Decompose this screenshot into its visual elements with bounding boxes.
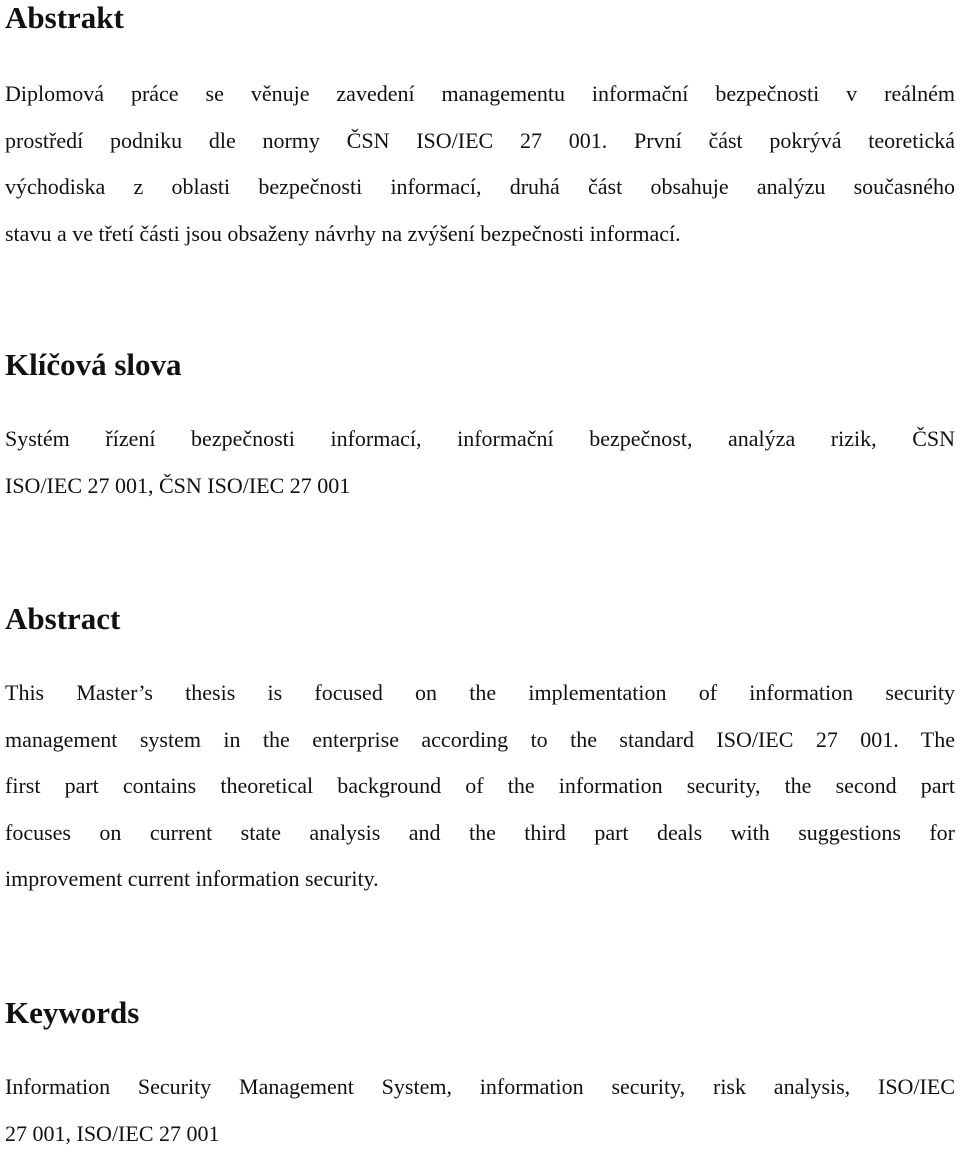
heading-klicova-slova: Klíčová slova (5, 347, 182, 383)
paragraph-abstrakt (5, 71, 955, 257)
text-line: focuses on current state analysis and the third part deals with suggestions for (5, 810, 955, 857)
text-line: improvement current information security. (5, 856, 955, 903)
heading-abstrakt: Abstrakt (5, 0, 124, 36)
paragraph-abstract (5, 670, 955, 903)
heading-abstract: Abstract (5, 601, 120, 637)
heading-keywords: Keywords (5, 995, 139, 1031)
text-line: stavu a ve třetí části jsou obsaženy návrhy na zvýšení bezpečnosti informací. (5, 211, 955, 258)
text-line: východiska z oblasti bezpečnosti informací, druhá část obsahuje analýzu současného (5, 164, 955, 211)
text-line: Diplomová práce se věnuje zavedení managementu informační bezpečnosti v reálném (5, 71, 955, 118)
text-line: management system in the enterprise according to the standard ISO/IEC 27 001. The (5, 717, 955, 764)
text-line: first part contains theoretical background of the information security, the second part (5, 763, 955, 810)
text-line: prostředí podniku dle normy ČSN ISO/IEC 27 001. První část pokrývá teoretická (5, 118, 955, 165)
text-line: Systém řízení bezpečnosti informací, informační bezpečnost, analýza rizik, ČSN (5, 416, 955, 463)
paragraph-keywords (5, 1064, 955, 1157)
text-line: 27 001, ISO/IEC 27 001 (5, 1111, 955, 1157)
paragraph-klicova-slova (5, 416, 955, 509)
text-line: Information Security Management System, information security, risk analysis, ISO/IEC (5, 1064, 955, 1111)
text-line: This Master’s thesis is focused on the implementation of information security (5, 670, 955, 717)
text-line: ISO/IEC 27 001, ČSN ISO/IEC 27 001 (5, 463, 955, 510)
